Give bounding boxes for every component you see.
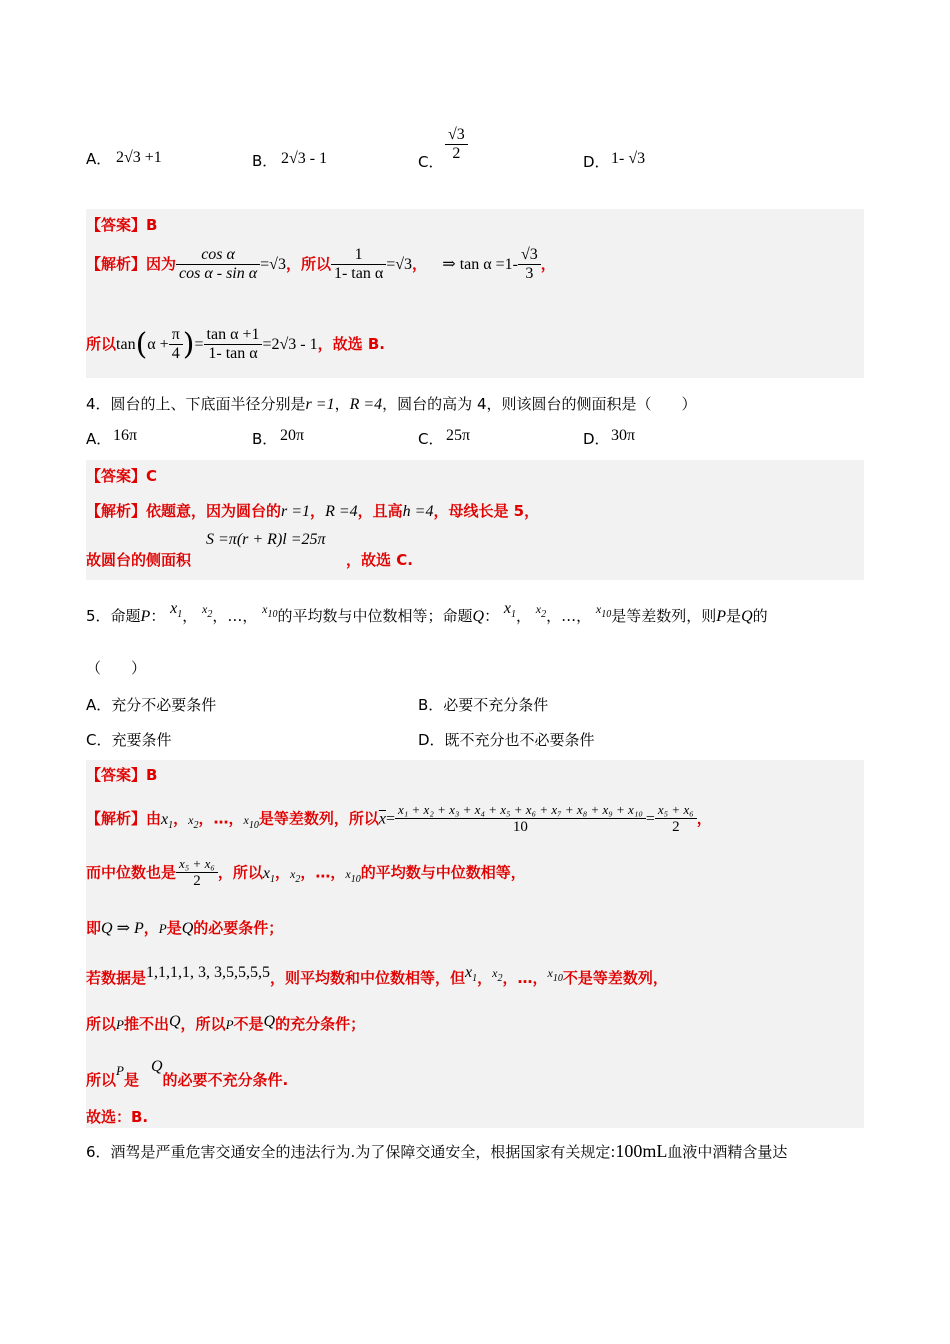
math: Q [263, 1013, 276, 1030]
text: ， [502, 969, 518, 987]
var-x1: $x_1$ [262, 864, 275, 885]
q3-option-d: 1- √3 [611, 150, 646, 167]
var-x1: $x_1$ [503, 600, 516, 620]
var-x1: $x_1$ [170, 600, 183, 620]
var-x2: $x_2$ [290, 866, 301, 885]
text: 【解析】依题意，因为圆台的 [86, 502, 282, 520]
text: … [315, 863, 331, 882]
text: ， [532, 969, 548, 987]
q4-option-c-label: C． [418, 430, 444, 448]
numerator: π [169, 326, 183, 345]
math: P [225, 1017, 234, 1032]
q5-option-b: B．必要不充分条件 [418, 696, 549, 714]
math: h =4 [402, 503, 434, 520]
half-fraction [655, 802, 697, 836]
math: $\overline{x}$ [378, 810, 386, 828]
text: 而中位数也是 [86, 863, 177, 882]
q4-stem [86, 393, 697, 414]
math: P [116, 1063, 124, 1078]
math: Q ⇒ P [101, 920, 144, 937]
text: ，故选 B. [317, 335, 385, 353]
numerator: cos α [176, 246, 260, 265]
equation-part: =√3 [386, 256, 413, 273]
numerator: x₁ + x₂ + x₃ + x₄ + x₅ + x₆ + x₇ + x₈ + x₉ + x₁₀ [395, 802, 646, 819]
text: ， [228, 809, 244, 828]
text: 若数据是 [86, 969, 147, 987]
text: ： [150, 607, 166, 625]
denominator: 1- tan α [208, 345, 258, 362]
math: r =1 [281, 503, 311, 520]
q3-option-a-label: A． [86, 150, 112, 168]
q5-paren: （ ） [86, 659, 147, 677]
q3-analysis-line1 [86, 246, 556, 283]
math: P [116, 1017, 124, 1032]
equation-part: =2√3 - 1 [262, 336, 318, 353]
text: 5．命题 [86, 607, 141, 625]
q5-analysis-line6 [86, 1058, 288, 1090]
fraction [176, 246, 260, 283]
text: 是 [123, 1071, 139, 1089]
q4-analysis-line1 [86, 500, 539, 521]
text: ， [300, 863, 316, 882]
text: 所以 [86, 335, 117, 353]
q4-option-c: 25π [446, 427, 471, 444]
q3-option-d-label: D． [583, 153, 610, 171]
text: 的充分条件； [275, 1015, 366, 1033]
text: 的平均数与中位数相等；命题 [277, 607, 473, 625]
text: ， [477, 969, 493, 987]
q3-option-b: 2√3 - 1 [281, 150, 328, 167]
text: ，所以 [180, 1015, 226, 1033]
text: 的平均数与中位数相等， [360, 863, 526, 882]
text: 的必要条件； [193, 919, 284, 937]
var-x1: $x_1$ [465, 964, 478, 984]
math: Q [472, 608, 485, 625]
q4-option-b: 20π [280, 427, 305, 444]
q5-option-a: A．充分不必要条件 [86, 696, 217, 714]
numerator: x₅ + x₆ [655, 802, 697, 819]
numerator: 1 [331, 246, 386, 265]
mean-fraction [395, 802, 646, 836]
q5-answer: 【答案】B [86, 766, 158, 784]
text: ， [576, 607, 592, 625]
denominator: 2 [672, 819, 680, 835]
text: ， [143, 919, 159, 937]
var-x10: $x_{10}$ [345, 866, 361, 885]
var-x10: x10 [595, 602, 612, 620]
text: ， [198, 809, 214, 828]
q3-option-c-fraction [445, 126, 468, 163]
text: ， [242, 607, 258, 625]
equation-part: = [194, 336, 204, 353]
q3-analysis-line2 [86, 326, 385, 363]
q5-final: 故选：B. [86, 1108, 149, 1126]
text: 【解析】由 [86, 809, 162, 828]
denominator: 2 [193, 873, 201, 889]
text: 6．酒驾是严重危害交通安全的违法行为.为了保障交通安全，根据国家有关规定: [86, 1143, 616, 1161]
text: ，则平均数和中位数相等，但 [270, 969, 466, 987]
q4-option-d-label: D． [583, 430, 610, 448]
text: ， [515, 607, 531, 625]
text: 是 [166, 919, 182, 937]
q5-analysis-line1 [86, 802, 712, 836]
math: R =4 [325, 503, 358, 520]
q5-analysis-line3 [86, 917, 283, 938]
q3-option-a: 2√3 +1 [116, 149, 162, 166]
var-x2: x2 [202, 602, 213, 620]
text: 血液中酒精含量达 [667, 1143, 788, 1161]
denominator: 4 [171, 345, 180, 362]
q5-option-c: C．充要条件 [86, 731, 172, 749]
var-x2: x2 [492, 966, 503, 984]
fraction [204, 326, 263, 363]
q4-answer: 【答案】C [86, 467, 158, 485]
text: 4．圆台的上、下底面半径分别是 [86, 395, 306, 413]
text: ，圆台的高为 4，则该圆台的侧面积是（ ） [382, 395, 697, 413]
text: 即 [86, 919, 102, 937]
text: ，且高 [357, 502, 403, 520]
math: R =4 [349, 396, 383, 413]
text: ，母线长是 5， [433, 502, 540, 520]
text: … [213, 809, 229, 828]
fraction [169, 326, 183, 363]
equation-part: ⇒ tan α =1- [442, 256, 518, 273]
text: ， [696, 809, 712, 828]
q3-option-b-label: B． [252, 152, 278, 170]
q4-option-a: 16π [113, 427, 138, 444]
math: P [140, 608, 151, 625]
math: 1,1,1,1, 3, 3,5,5,5,5 [146, 964, 271, 981]
q3-option-c-numerator: √3 [445, 126, 468, 145]
math: 100mL [615, 1141, 668, 1161]
text: ： [484, 607, 500, 625]
analysis-label: 【解析】因为 [86, 255, 177, 273]
equation-part: tan [116, 336, 136, 353]
q3-option-c-denominator: 2 [452, 145, 461, 162]
q6-stem [86, 1141, 787, 1162]
text: ， [334, 395, 350, 413]
q4-option-d: 30π [611, 427, 636, 444]
math: Q [741, 608, 753, 625]
text: ， [173, 809, 189, 828]
text: ， [310, 502, 326, 520]
q5-stem [86, 600, 768, 626]
var-x2: $x_2$ [188, 812, 199, 831]
text: 是等差数列，所以 [258, 809, 379, 828]
math: P [158, 921, 167, 936]
q4-option-b-label: B． [252, 430, 278, 448]
text: ， [182, 607, 198, 625]
text: ， [412, 255, 428, 273]
q3-options [86, 148, 111, 169]
text: ， [212, 607, 228, 625]
equation-part: α + [147, 336, 169, 353]
denominator: cos α - sin α [179, 265, 258, 282]
math: = [385, 810, 395, 828]
text: 不是等差数列， [562, 969, 668, 987]
math: Q [150, 1058, 163, 1075]
numerator: x₅ + x₆ [176, 856, 218, 873]
q4-formula: S =π(r + R)l =25π [206, 531, 326, 548]
fraction [331, 246, 386, 283]
text: ， [540, 255, 556, 273]
text: 是等差数列，则 [611, 607, 717, 625]
text: 的必要不充分条件. [162, 1071, 289, 1089]
text: 不是 [233, 1015, 264, 1033]
text: 所以 [86, 1015, 117, 1033]
math: r =1 [305, 396, 335, 413]
q5-analysis-line5 [86, 1013, 365, 1034]
numerator: tan α +1 [204, 326, 263, 345]
text: ， [546, 607, 562, 625]
math: Q [181, 920, 194, 937]
denominator: 3 [525, 265, 534, 282]
denominator: 10 [512, 819, 528, 835]
fraction [518, 246, 541, 283]
q4-option-a-label: A． [86, 430, 112, 448]
var-x1: $x_1$ [161, 810, 174, 831]
half-fraction [176, 856, 218, 890]
math: = [645, 810, 655, 828]
text: 推不出 [123, 1015, 169, 1033]
text: ，所以 [217, 863, 263, 882]
q3-answer: 【答案】B [86, 216, 158, 234]
var-x10: $x_{10}$ [243, 812, 259, 831]
text: ，所以 [285, 255, 331, 273]
denominator: 1- tan α [333, 265, 384, 282]
equation-part: =√3 [260, 256, 286, 273]
q3-option-c-label: C． [418, 153, 444, 171]
q4-analysis-line2-text: 故圆台的侧面积 [86, 551, 192, 569]
text: … [561, 607, 577, 625]
paren: ( [135, 327, 148, 362]
math: Q [168, 1013, 181, 1030]
text: 所以 [86, 1071, 117, 1089]
numerator: √3 [518, 246, 541, 265]
text: … [517, 969, 533, 987]
text: 是 [726, 607, 742, 625]
q5-analysis-line4 [86, 964, 668, 988]
text: ， [275, 863, 291, 882]
q4-analysis-line2-end: ，故选 C. [346, 551, 413, 569]
var-x10: x10 [262, 602, 278, 620]
q5-option-d: D．既不充分也不必要条件 [418, 731, 595, 749]
paren: ) [182, 327, 195, 362]
var-x2: x2 [535, 602, 547, 620]
math: P [716, 608, 727, 625]
var-x10: x10 [547, 966, 563, 984]
text: ， [330, 863, 346, 882]
text: 的 [752, 607, 768, 625]
q5-analysis-line2 [86, 856, 526, 890]
text: … [227, 607, 243, 625]
